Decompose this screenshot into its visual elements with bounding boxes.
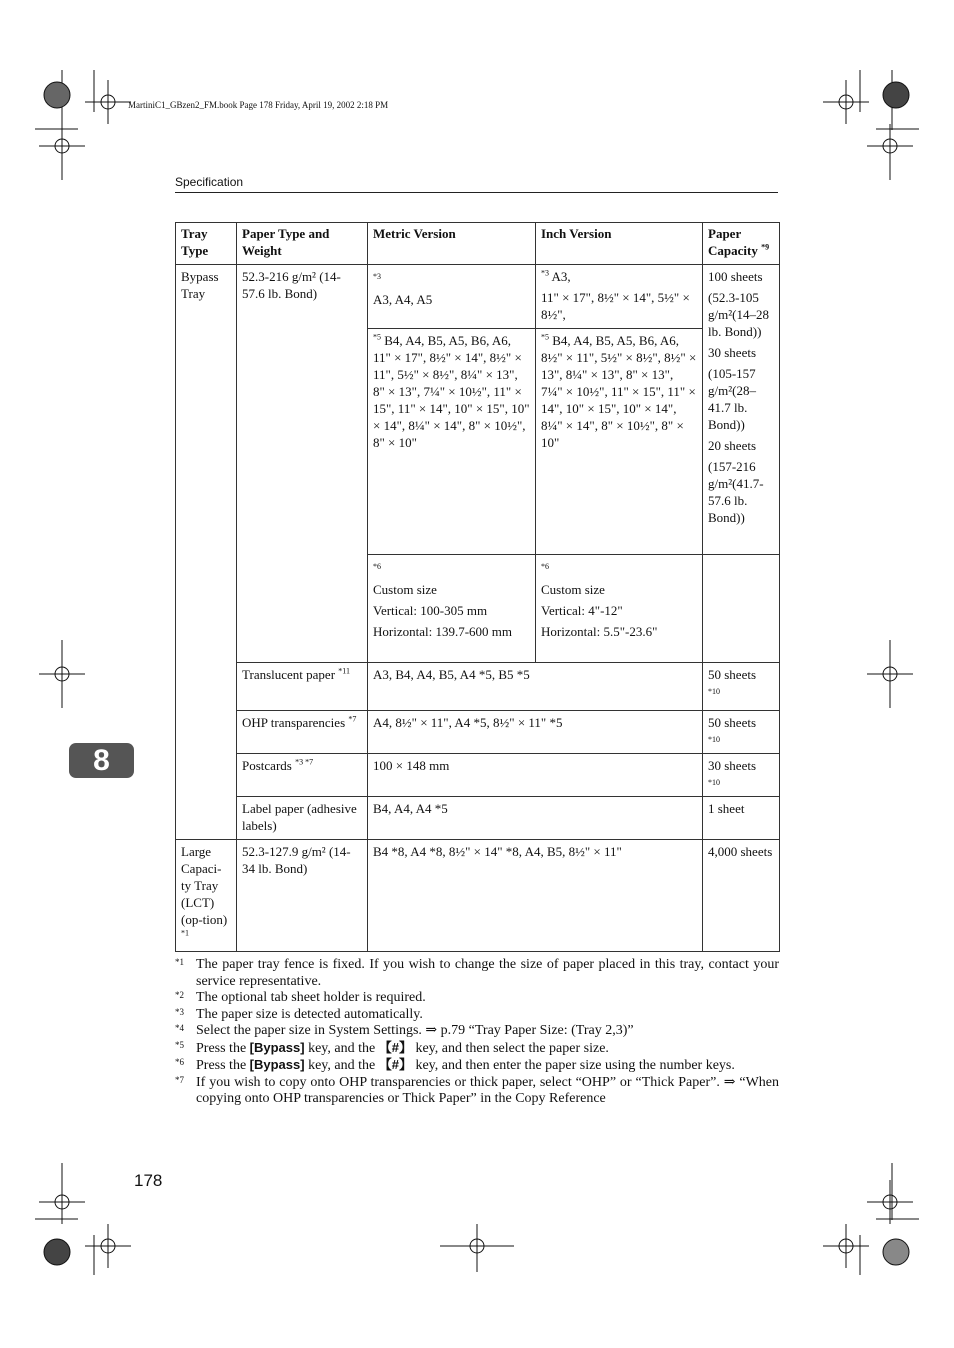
col-tray-type: Tray Type bbox=[176, 223, 237, 265]
table-row bbox=[176, 711, 780, 754]
table-row bbox=[176, 754, 780, 797]
empty-capacity-cell bbox=[703, 555, 780, 663]
footnote: *5 Press the [Bypass] key, and the 【#】 key, and then select the paper size. bbox=[175, 1039, 609, 1056]
metric-auto-cell: *3 A3, A4, A5 bbox=[368, 265, 536, 329]
bypass-key-label: [Bypass] bbox=[249, 1057, 305, 1072]
capacity-cell: 50 sheets *10 bbox=[703, 663, 780, 711]
inch-auto-cell: $^{*3}$ A3, 11" × 17", 8½" × 14", 5½" × 8½", bbox=[536, 265, 703, 329]
running-head: Specification bbox=[175, 175, 244, 189]
col-capacity: Paper Capacity $^{*9}$ bbox=[703, 223, 780, 265]
inch-custom-cell: *6 Custom size Vertical: 4"-12" Horizontal: 5.5"-23.6" bbox=[536, 555, 703, 663]
table-row bbox=[176, 797, 780, 840]
hash-key-label: 【#】 bbox=[378, 1057, 412, 1072]
footnote: *3 The paper size is detected automatically. bbox=[175, 1006, 423, 1022]
table-row bbox=[176, 265, 780, 329]
footnote: *7 If you wish to copy onto OHP transparencies or thick paper, select “OHP” or “Thick Paper”. ⇒ “When copying onto OHP transparencies or Thick Paper” in the Copy Reference bbox=[175, 1074, 779, 1106]
metric-select-cell: $^{*5}$ B4, A4, B5, A5, B6, A6, 11" × 17", 8½" × 14", 8½" × 11", 5½" × 8½", 8¼" × 13", 8" × 13", 7¼" × 10½", 11" × 15", 11" × 14", 10" × 15", 10" × 14", 8¼" × 14", 8" × 10½", 8" × 10" bbox=[368, 329, 536, 555]
paper-type-cell: Postcards $^{*3 *7}$ bbox=[237, 754, 368, 797]
page-number: 178 bbox=[134, 1171, 163, 1190]
footnote: *1 The paper tray fence is fixed. If you wish to change the size of paper placed in this tray, contact your service representative. bbox=[175, 957, 779, 989]
paper-type-cell: Label paper (adhesive labels) bbox=[237, 797, 368, 840]
sizes-cell: B4, A4, A4 *5 bbox=[368, 797, 703, 840]
hash-key-label: 【#】 bbox=[378, 1039, 412, 1055]
book-info-header: MartiniC1_GBzen2_FM.book Page 178 Friday, April 19, 2002 2:18 PM bbox=[128, 100, 389, 110]
col-inch: Inch Version bbox=[536, 223, 703, 265]
header-rule bbox=[175, 192, 778, 193]
lct-sizes-cell: B4 *8, A4 *8, 8½" × 14" *8, A4, B5, 8½" × 11" bbox=[368, 840, 703, 952]
lct-capacity-cell: 4,000 sheets bbox=[703, 840, 780, 952]
sizes-cell: A3, B4, A4, B5, A4 *5, B5 *5 bbox=[368, 663, 703, 711]
paper-spec-table bbox=[175, 222, 780, 952]
table-header-row bbox=[176, 223, 780, 265]
metric-custom-cell: *6 Custom size Vertical: 100-305 mm Horizontal: 139.7-600 mm bbox=[368, 555, 536, 663]
table-row bbox=[176, 663, 780, 711]
capacity-cell: 30 sheets *10 bbox=[703, 754, 780, 797]
bypass-weight-cell: 52.3-216 g/m² (14-57.6 lb. Bond) bbox=[237, 265, 368, 663]
sizes-cell: 100 × 148 mm bbox=[368, 754, 703, 797]
lct-weight-cell: 52.3-127.9 g/m² (14-34 lb. Bond) bbox=[237, 840, 368, 952]
lct-tray-cell: Large Capaci-ty Tray (LCT) (op-tion) $^{*1}$ bbox=[176, 840, 237, 952]
footnote: *6 Press the [Bypass] key, and the 【#】 key, and then enter the paper size using the number keys. bbox=[175, 1057, 735, 1073]
bypass-key-label: [Bypass] bbox=[249, 1039, 305, 1055]
bypass-tray-cell: Bypass Tray bbox=[176, 265, 237, 840]
capacity-cell: 50 sheets *10 bbox=[703, 711, 780, 754]
paper-type-cell: Translucent paper $^{*11}$ bbox=[237, 663, 368, 711]
bypass-capacity-cell: 100 sheets (52.3-105 g/m²(14–28 lb. Bond)) 30 sheets (105-157 g/m²(28–41.7 lb. Bond)) 20 sheets (157-216 g/m²(41.7-57.6 lb. Bond)) bbox=[703, 265, 780, 555]
footnotes bbox=[175, 957, 779, 1108]
sizes-cell: A4, 8½" × 11", A4 *5, 8½" × 11" *5 bbox=[368, 711, 703, 754]
inch-select-cell: $^{*5}$ B4, A4, B5, A5, B6, A6, 8½" × 11", 5½" × 8½", 8½" × 13", 8¼" × 13", 8" × 13", 7¼" × 10½", 11" × 15", 11" × 14", 10" × 15", 10" × 14", 8¼" × 14", 8" × 10½", 8" × 10" bbox=[536, 329, 703, 555]
table-row bbox=[176, 840, 780, 952]
footnote: *2 The optional tab sheet holder is required. bbox=[175, 990, 426, 1005]
capacity-cell: 1 sheet bbox=[703, 797, 780, 840]
col-paper-type: Paper Type and Weight bbox=[237, 223, 368, 265]
footnote: *4 Select the paper size in System Settings. ⇒ p.79 “Tray Paper Size: (Tray 2,3)” bbox=[175, 1023, 634, 1038]
paper-type-cell: OHP transparencies $^{*7}$ bbox=[237, 711, 368, 754]
chapter-tab: 8 bbox=[69, 743, 134, 778]
col-metric: Metric Version bbox=[368, 223, 536, 265]
